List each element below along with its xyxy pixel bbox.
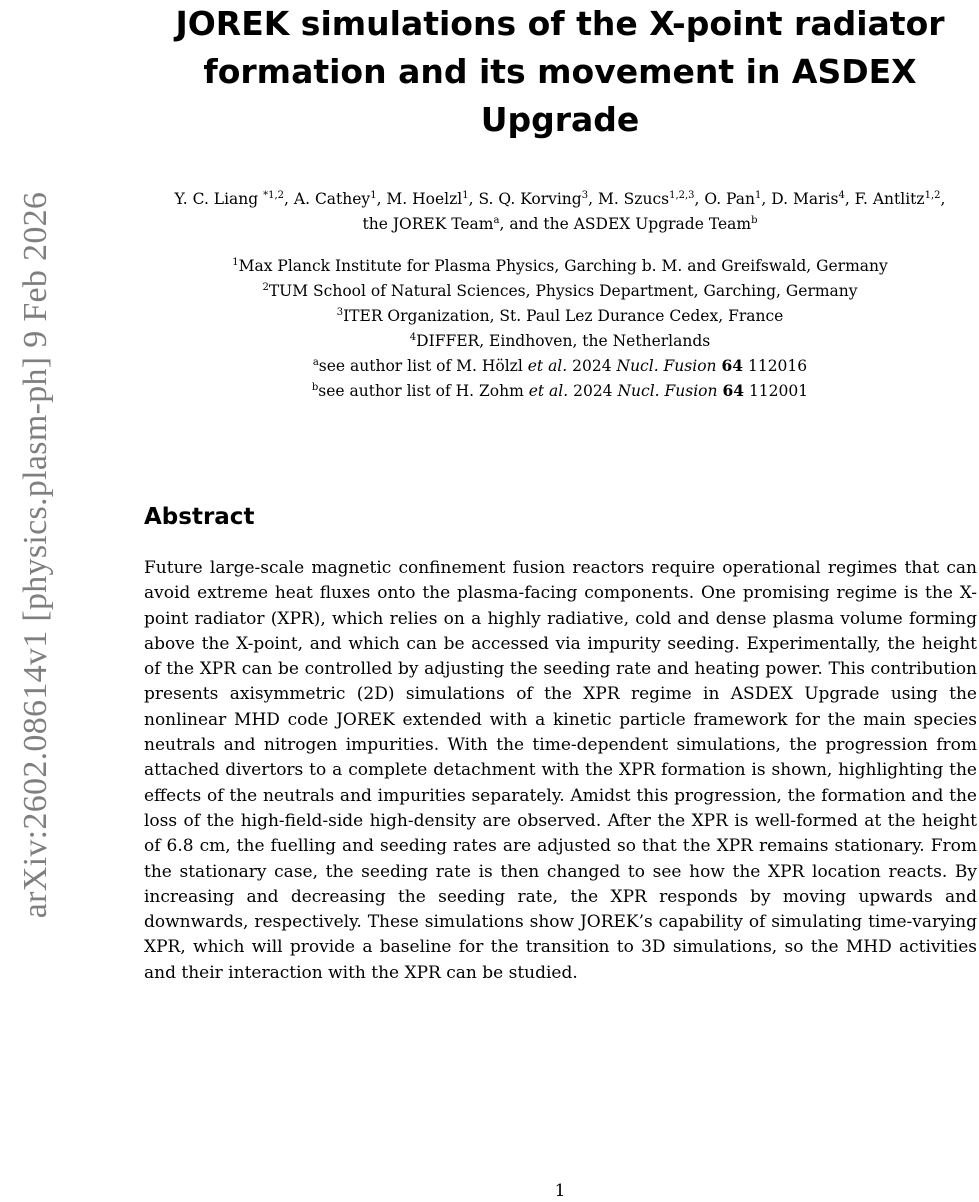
team-note-journal: Nucl. Fusion: [616, 357, 717, 375]
author-affiliation-mark: 1: [370, 190, 377, 201]
arxiv-identifier-margin: [16, 155, 56, 955]
author-separator: ,: [376, 190, 387, 208]
affiliation-text: DIFFER, Eindhoven, the Netherlands: [416, 332, 711, 350]
author-separator: ,: [588, 190, 598, 208]
author-name: M. Szucs: [597, 190, 670, 208]
affiliation-text: Max Planck Institute for Plasma Physics, Garching b. M. and Greifswald, Germany: [238, 257, 888, 275]
author-affiliation-mark: 4: [838, 190, 845, 201]
arxiv-identifier: arXiv:2602.08614v1 [physics.plasm-ph] 9 Feb 2026: [17, 191, 55, 919]
author-affiliation-mark: a: [493, 215, 500, 226]
author-separator: ,: [940, 190, 946, 208]
team-note-etal: et al.: [527, 357, 568, 375]
author-affiliation-mark: 1,2,3: [669, 190, 695, 201]
author-name: D. Maris: [771, 190, 839, 208]
author-name: A. Cathey: [293, 190, 371, 208]
paper-title: JOREK simulations of the X-point radiator formation and its movement in ASDEX Upgrade: [175, 4, 945, 139]
affiliation-list: [140, 252, 979, 402]
affiliation-mark: 1: [232, 257, 239, 268]
abstract-text: Future large-scale magnetic confinement fusion reactors require operational regimes that can avoid extreme heat fluxes onto the plasma-facing components. One promising regime is the X-point radiator (XPR), which relies on a highly radiative, cold and dense plasma volume forming above the X-point, and which can be accessed via impurity seeding. Experimentally, the height of the XPR can be controlled by adjusting the seeding rate and heating power. This contribution presents axisymmetric (2D) simulations of the XPR regime in ASDEX Upgrade using the nonlinear MHD code JOREK extended with a kinetic particle framework for the main species neutrals and nitrogen impurities. With the time-dependent simulations, the progression from attached divertors to a complete detachment with the XPR formation is shown, highlighting the effects of the neutrals and impurities separately. Amidst this progression, the formation and the loss of the high-field-side high-density are observed. After the XPR is well-formed at the height of 6.8 cm, the fuelling and seeding rates are adjusted so that the XPR remains stationary. From the stationary case, the seeding rate is then changed to see how the XPR location reacts. By increasing and decreasing the seeding rate, the XPR responds by moving upwards and downwards, respectively. These simulations show JOREK’s capability of simulating time-varying XPR, which will provide a baseline for the transition to 3D simulations, so the MHD activities and their interaction with the XPR can be studied.: [144, 558, 977, 983]
page-number: 1: [554, 1181, 566, 1201]
affiliation-text: ITER Organization, St. Paul Lez Durance Cedex, France: [343, 307, 784, 325]
author-name: O. Pan: [704, 190, 756, 208]
affiliation-text: TUM School of Natural Sciences, Physics Department, Garching, Germany: [268, 282, 858, 300]
author-affiliation-mark: 1: [755, 190, 762, 201]
team-note-mark: a: [312, 357, 319, 368]
author-list: [160, 185, 960, 235]
author-name: F. Antlitz: [854, 190, 925, 208]
author-affiliation-mark: 1,2: [924, 190, 941, 201]
affiliation: [140, 252, 979, 277]
author-name: M. Hoelzl: [386, 190, 463, 208]
author-separator: ,: [694, 190, 705, 208]
author-name: the ASDEX Upgrade Team: [543, 215, 752, 233]
author-separator: , and: [499, 215, 544, 233]
team-note-article: 112016: [743, 357, 808, 375]
affiliation: [140, 327, 979, 352]
team-note-journal: Nucl. Fusion: [617, 382, 718, 400]
team-note-text: see author list of H. Zohm: [318, 382, 529, 400]
author-separator: ,: [468, 190, 479, 208]
team-note-text: see author list of M. Hölzl: [318, 357, 528, 375]
author-affiliation-mark: *1,2: [263, 190, 285, 201]
author-name: S. Q. Korving: [478, 190, 582, 208]
author-affiliation-mark: 3: [581, 190, 589, 201]
team-note-year: 2024: [568, 382, 618, 400]
author-separator: ,: [284, 190, 294, 208]
team-note-year: 2024: [567, 357, 617, 375]
affiliation-mark: 2: [262, 282, 269, 293]
author-affiliation-mark: 1: [462, 190, 469, 201]
author-name: Y. C. Liang: [174, 190, 264, 208]
team-note-etal: et al.: [528, 382, 569, 400]
affiliation-mark: 4: [409, 332, 417, 343]
team-note: [140, 377, 979, 402]
affiliation-mark: 3: [336, 307, 344, 318]
author-separator: ,: [761, 190, 772, 208]
affiliation: [140, 302, 979, 327]
team-note-article: 112001: [744, 382, 809, 400]
author-affiliation-mark: b: [751, 215, 758, 226]
author-name: the JOREK Team: [362, 215, 494, 233]
team-note-volume: 64: [722, 381, 745, 400]
author-separator: ,: [844, 190, 855, 208]
team-note: [140, 352, 979, 377]
team-note-volume: 64: [721, 356, 744, 375]
abstract-heading: Abstract: [144, 504, 255, 530]
team-note-mark: b: [311, 382, 319, 393]
affiliation: [140, 277, 979, 302]
